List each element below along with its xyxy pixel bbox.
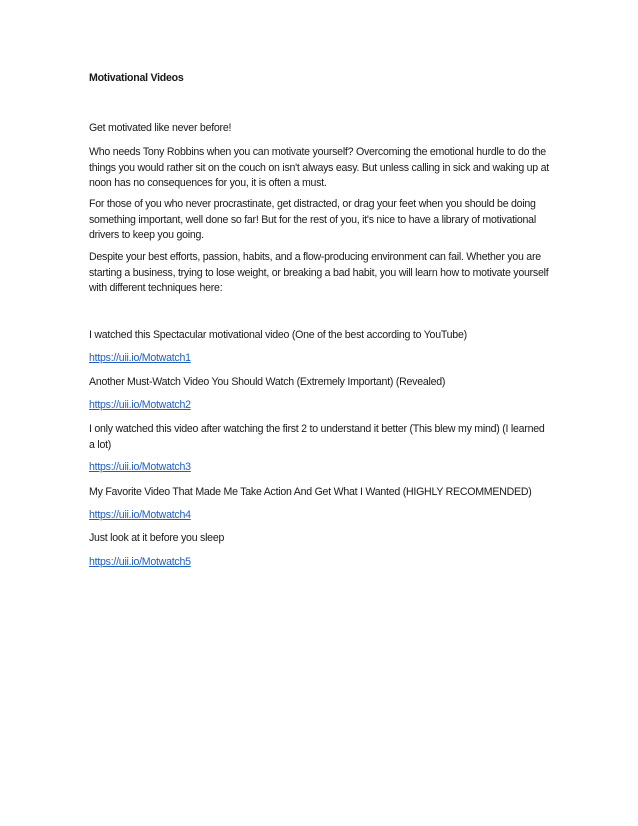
document-title: Motivational Videos [89,72,184,84]
intro-text: Get motivated like never before! [89,122,232,134]
video-4-link[interactable]: https://uii.io/Motwatch4 [89,509,191,521]
video-5-description: Just look at it before you sleep [89,532,225,544]
video-2-description: Another Must-Watch Video You Should Watch (Extremely Important) (Revealed) [89,376,446,388]
video-2-link[interactable]: https://uii.io/Motwatch2 [89,399,191,411]
video-1-description: I watched this Spectacular motivational video (One of the best according to YouTube) [89,329,467,341]
video-4-description: My Favorite Video That Made Me Take Action And Get What I Wanted (HIGHLY RECOMMENDED) [89,486,532,498]
video-5-link[interactable]: https://uii.io/Motwatch5 [89,556,191,568]
paragraph-1: Who needs Tony Robbins when you can motivate yourself? Overcoming the emotional hurdle to do the things you would rather sit on the couch on isn't always easy. But unless calling in sick and waking up at noon has no consequences for you, it is often a must. [89,146,549,189]
video-1-link[interactable]: https://uii.io/Motwatch1 [89,352,191,364]
video-3-description: I only watched this video after watching the first 2 to understand it better (This blew my mind) (I learned a lot) [89,423,545,451]
paragraph-3: Despite your best efforts, passion, habits, and a flow-producing environment can fail. Whether you are starting a business, trying to lose weight, or breaking a bad habit, you will learn how to motivate yourself with different techniques here: [89,251,549,294]
paragraph-2: For those of you who never procrastinate, get distracted, or drag your feet when you should be doing something important, well done so far! But for the rest of you, it's nice to have a library of motivational drivers to keep you going. [89,198,536,241]
video-3-link[interactable]: https://uii.io/Motwatch3 [89,461,191,473]
